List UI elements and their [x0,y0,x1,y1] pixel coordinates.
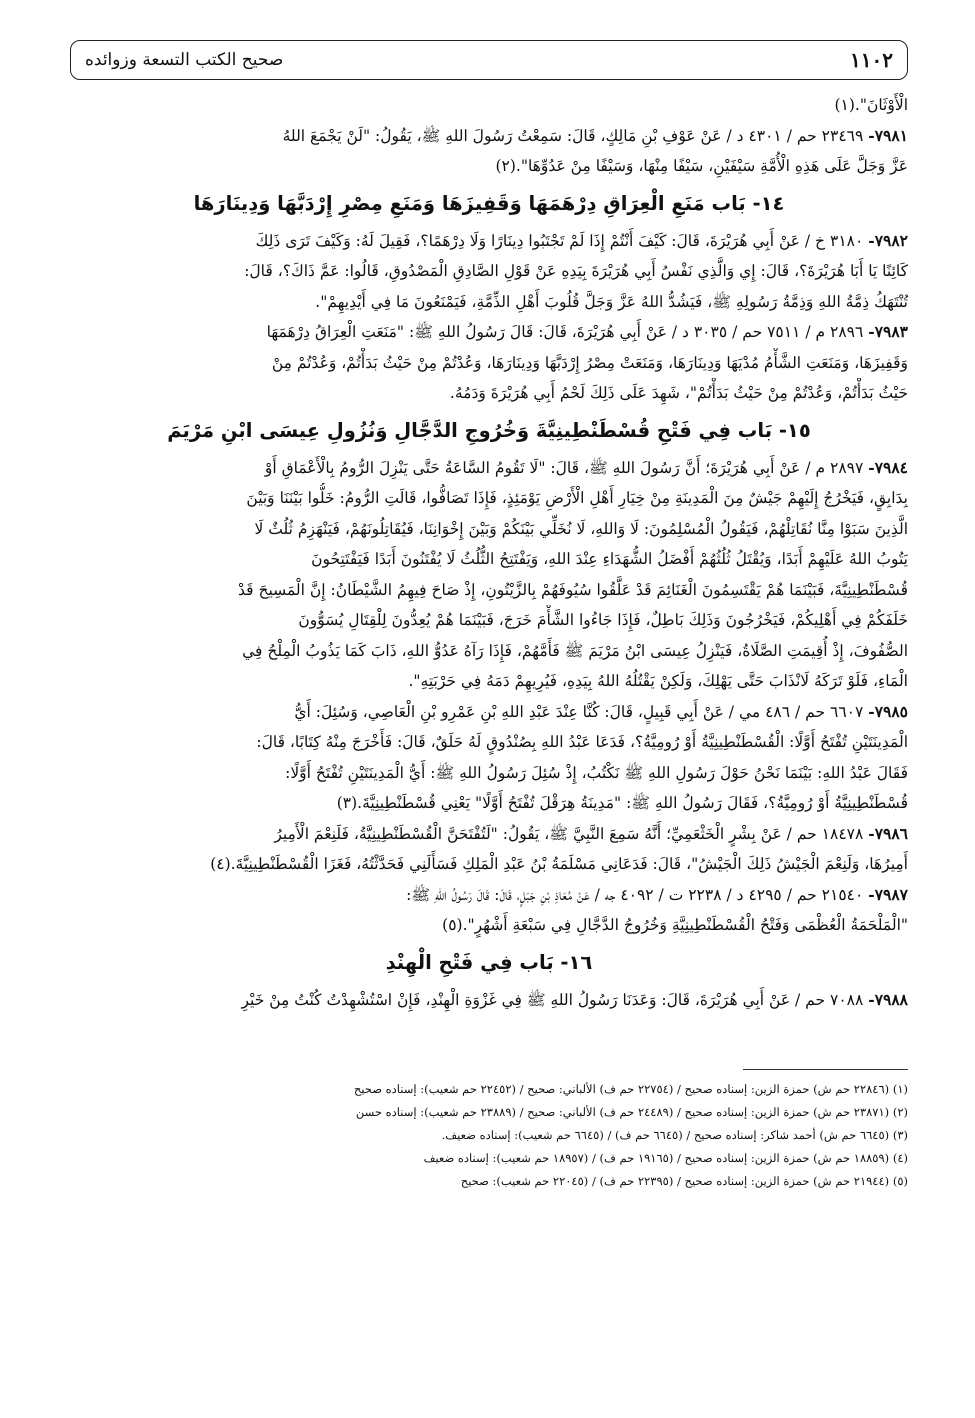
text-line [70,575,908,606]
text-line [70,605,908,636]
text-line [70,849,908,880]
text-line [70,378,908,409]
hadith-number: ٧٩٨٨- [868,989,908,1009]
hadith-line [70,453,908,484]
footnotes [70,1078,908,1193]
hadith-number: ٧٩٨٣- [868,322,908,341]
text-line [70,256,908,287]
hadith-number: ٧٩٨٤- [868,457,908,477]
line-text: الْأَوْثَانَ".(١) [834,96,908,114]
line-text: الْمَاءِ، فَلَوْ تَرَكَهُ لَانْذَابَ حَتَّى يَهْلِكَ، وَلَكِنْ يَقْتُلُهُ اللهُ بِيَدِهِ، فَيُرِيهِمْ دَمَهُ فِي حَرْبَتِهِ". [408,672,908,690]
line-text: حَيْثُ بَدَأْتُمْ، وَعُدْتُمْ مِنْ حَيْثُ بَدَأْتُمْ"، شَهِدَ عَلَى ذَلِكَ لَحْمُ أَبِي هُرَيْرَةَ وَدَمُهُ. [449,384,908,402]
line-text: فَقَالَ عَبْدُ اللهِ: بَيْنَمَا نَحْنُ حَوْلَ رَسُولِ اللهِ ﷺ نَكْتُبُ، إِذْ سُئِلَ رَسُولُ اللهِ ﷺ: أَيُّ الْمَدِينَتَيْنِ تُفْتَحُ أَوَّلًا: [285,763,908,782]
hadith-line [70,697,908,728]
hadith-line [70,226,908,257]
line-text: ٢٨٩٦ م / ٧٥١١ حم / ٣٠٣٥ د / عَنْ أَبِي هُرَيْرَةَ، قَالَ: قَالَ رَسُولُ اللهِ ﷺ: "مَنَعَتِ الْعِرَاقُ دِرْهَمَهَا [266,323,864,341]
line-text: "الْمَلْحَمَةُ الْعُظْمَى وَفَتْحُ الْقُسْطَنْطِينِيَّةِ وَخُرُوجُ الدَّجَّالِ فِي سَبْعَةِ أَشْهُرٍ".(٥) [442,916,908,934]
hadith-line [70,121,908,152]
text-line [70,666,908,697]
line-text: بِدَابِقٍ، فَيَخْرُجُ إِلَيْهِمْ جَيْشٌ مِنَ الْمَدِينَةِ مِنْ خِيَارِ أَهْلِ الْأَرْضِ يَوْمَئِذٍ، فَإِذَا تَصَافُّوا، قَالَتِ الرُّومُ: خَلُّوا بَيْنَنَا وَبَيْنَ [246,489,908,507]
text-line [70,544,908,575]
text-line [70,636,908,667]
footnote: (٥) (٢١٩٤٤ حم ش) حمزة الزين: إسناده صحيح / (٢٢٣٩٥ حم ف) / (٢٢٠٤٥ حم شعيب): صحيح [460,1174,908,1188]
line-text: ٣١٨٠ خ / عَنْ أَبِي هُرَيْرَةَ، قَالَ: كَيْفَ أَنْتُمْ إِذَا لَمْ تَجْتَبُوا دِينَارًا وَلَا دِرْهَمًا؟، فَقِيلَ لَهُ: وَكَيْفَ تَرَى ذَلِكَ [255,231,864,250]
line-text: تُنْتَهَكُ ذِمَّةُ اللهِ وَذِمَّةُ رَسُولِهِ ﷺ، فَيَشُدُّ اللهُ عَزَّ وَجَلَّ قُلُوبَ أَهْلِ الذِّمَّةِ، فَيَمْنَعُونَ مَا فِي أَيْدِيهِمْ". [315,292,908,311]
hadith-line [70,880,908,911]
chapter-heading: ١٤- بَاب مَنَعِ الْعِرَاقِ دِرْهَمَهَا وَقَفِيزَهَا وَمَنَعِ مِصْرِ إِرْدَبَّهَا وَدِينَارَهَا [193,191,785,215]
hadith-line [70,819,908,850]
line-text: ٦٦٠٧ حم / ٤٨٦ مي / عَنْ أَبِي قَبِيلٍ، قَالَ: كُنَّا عِنْدَ عَبْدِ اللهِ بْنِ عَمْرِو بْنِ الْعَاصِي، وَسُئِلَ: أَيُّ [294,702,864,721]
text-line [70,788,908,819]
line-text: ٢٨٩٧ م / عَنْ أَبِي هُرَيْرَةَ؛ أَنَّ رَسُولَ اللهِ ﷺ، قَالَ: "لَا تَقُومُ السَّاعَةُ حَتَّى يَنْزِلَ الرُّومُ بِالْأَعْمَاقِ أَوْ [264,458,864,477]
text-line [70,348,908,379]
hadith-line [70,317,908,348]
text-line [70,514,908,545]
main-text [70,90,908,1015]
page [70,40,908,1193]
hadith-number: ٧٩٨٥- [868,701,908,721]
text-line [70,910,908,941]
line-text: أَمِيرُهَا، وَلَنِعْمَ الْجَيْشُ ذَلِكَ الْجَيْشُ"، قَالَ: فَدَعَانِي مَسْلَمَةُ بْنُ عَبْدِ الْمَلِكِ فَسَأَلَنِي فَحَدَّثْتُهُ، فَغَزَا الْقُسْطَنْطِينِيَّةَ.(٤) [210,855,908,873]
line-text: ٧٠٨٨ حم / عَنْ أَبِي هُرَيْرَةَ، قَالَ: وَعَدَنَا رَسُولُ اللهِ ﷺ فِي غَزْوَةِ الْهِنْدِ، فَإِنْ اسْتُشْهِدْتُ كُنْتُ مِنْ خَيْرِ [241,990,864,1009]
chapter-heading: ١٦- بَاب فِي فَتْحِ الْهِنْدِ [385,950,593,974]
hadith-number: ٧٩٨١- [868,125,908,145]
line-text: ٢٣٤٦٩ حم / ٤٣٠١ د / عَنْ عَوْفِ بْنِ مَالِكٍ، قَالَ: سَمِعْتُ رَسُولَ اللهِ ﷺ، يَقُولُ: "لَنْ يَجْمَعَ اللهُ [282,126,864,145]
line-text: كَائِنًا يَا أَبَا هُرَيْرَةَ؟، قَالَ: إِي وَالَّذِي نَفْسُ أَبِي هُرَيْرَةَ بِيَدِهِ عَنْ قَوْلِ الصَّادِقِ الْمَصْدُوقِ، قَالُوا: عَمَّ ذَاكَ؟، قَالَ: [244,262,908,280]
page-header [70,40,908,80]
footnote-divider [743,1069,908,1070]
hadith-number: ٧٩٨٧- [868,884,908,904]
line-text: ٢١٥٤٠ حم / ٤٢٩٥ د / ٢٢٣٨ ت / ٤٠٩٢ جه / عَنْ مُعَاذِ بْنِ جَبَلٍ، قَالَ: قَالَ رَسُولُ اللهِ ﷺ: [406,885,864,904]
text-line [70,483,908,514]
chapter-heading: ١٥- بَاب فِي فَتْحِ قُسْطَنْطِينِيَّةَ وَخُرُوجِ الدَّجَّالِ وَنُزُولِ عِيسَى ابْنِ مَرْيَمَ [167,418,811,442]
footnote: (٢) (٢٣٨٧١ حم ش) حمزة الزين: إسناده صحيح / (٢٤٤٨٩ حم ف) الألباني: صحيح / (٢٣٨٨٩ حم شعيب): إسناده حسن [355,1105,908,1119]
line-text: عَزَّ وَجَلَّ عَلَى هَذِهِ الْأُمَّةِ سَيْفَيْنِ، سَيْفًا مِنْهَا، وَسَيْفًا مِنْ عَدُوِّهَا".(٢) [495,157,908,175]
text-line [70,758,908,789]
page-number: ١١٠٢ [850,48,893,72]
line-text: الْمَدِينَتَيْنِ تُفْتَحُ أَوَّلًا: الْقُسْطَنْطِينِيَّةُ أَوْ رُومِيَّةُ؟، فَدَعَا عَبْدُ اللهِ بِصُنْدُوقٍ لَهُ حَلَقٌ، قَالَ: فَأَخْرَجَ مِنْهُ كِتَابًا، قَالَ: [256,733,908,751]
footnote: (٤) (١٨٨٥٩ حم ش) حمزة الزين: إسناده صحيح / (١٩١٦٥ حم ف) / (١٨٩٥٧ حم شعيب): إسناده ضعيف [423,1151,908,1165]
book-title: صحيح الكتب التسعة وزوائده [85,50,284,70]
text-line [70,727,908,758]
hadith-number: ٧٩٨٦- [868,823,908,843]
line-text: ١٨٤٧٨ حم / عَنْ بِشْرٍ الْخَثْعَمِيِّ؛ أَنَّهُ سَمِعَ النَّبِيَّ ﷺ، يَقُولُ: "لَتُفْتَحَنَّ الْقُسْطَنْطِينِيَّةُ، فَلَنِعْمَ الْأَمِيرُ [274,824,864,843]
footnote: (٣) (٦٦٤٥ حم ش) أحمد شاكر: إسناده صحيح / (٦٦٤٥ حم ف) / (٦٦٤٥ حم شعيب): إسناده ضعيف. [441,1128,908,1142]
line-text: الصُّفُوفَ، إِذْ أُقِيمَتِ الصَّلَاةُ، فَيَنْزِلُ عِيسَى ابْنُ مَرْيَمَ ﷺ فَأَمَّهُمْ، فَإِذَا رَآهُ عَدُوُّ اللهِ، ذَابَ كَمَا يَذُوبُ الْمِلْحُ فِي [242,641,908,660]
line-text: قُسْطَنْطِينِيَّةُ أَوْ رُومِيَّةُ؟، فَقَالَ رَسُولُ اللهِ ﷺ: "مَدِينَةُ هِرَقْلَ تُفْتَحُ أَوَّلًا" يَعْنِي قُسْطَنْطِينِيَّةَ.(٣) [336,794,908,812]
footnote: (١) (٢٢٨٤٦ حم ش) حمزة الزين: إسناده صحيح / (٢٢٧٥٤ حم ف) الألباني: صحيح / (٢٢٤٥٢ حم شعيب): إسناده صحيح [353,1082,908,1096]
line-text: خَلَفَكُمْ فِي أَهْلِيكُمْ، فَيَخْرُجُونَ وَذَلِكَ بَاطِلٌ، فَإِذَا جَاءُوا الشَّأْمَ خَرَجَ، فَبَيْنَمَا هُمْ يُعِدُّونَ لِلْقِتَالِ يُسَوُّونَ [298,611,908,629]
line-text: الَّذِينَ سَبَوْا مِنَّا نُقَاتِلْهُمْ، فَيَقُولُ الْمُسْلِمُونَ: لَا وَاللهِ، لَا نُخَلِّي بَيْنَكُمْ وَبَيْنَ إِخْوَانِنَا، فَيُقَاتِلُونَهُمْ، فَيَنْهَزِمُ ثُلُثٌ لَا [254,519,908,538]
text-line [70,151,908,182]
line-text: يَتُوبُ اللهُ عَلَيْهِمْ أَبَدًا، وَيُقْتَلُ ثُلُثُهُمْ أَفْضَلُ الشُّهَدَاءِ عِنْدَ اللهِ، وَيَفْتَتِحُ الثُّلُثُ لَا يُفْتَنُونَ أَبَدًا فَيَفْتَتِحُونَ [311,550,908,568]
hadith-number: ٧٩٨٢- [868,230,908,250]
line-text: قُسْطَنْطِينِيَّةَ، فَبَيْنَمَا هُمْ يَقْتَسِمُونَ الْغَنَائِمَ قَدْ عَلَّقُوا سُيُوفَهُمْ بِالزَّيْتُونِ، إِذْ صَاحَ فِيهِمُ الشَّيْطَانُ: إِنَّ الْمَسِيحَ قَدْ [237,580,908,599]
hadith-line [70,985,908,1016]
line-text: وَقَفِيزَهَا، وَمَنَعَتِ الشَّأْمُ مُدْيَهَا وَدِينَارَهَا، وَمَنَعَتْ مِصْرُ إِرْدَبَّهَا وَدِينَارَهَا، وَعُدْتُمْ مِنْ حَيْثُ بَدَأْتُمْ، وَعُدْتُمْ مِنْ [271,353,908,372]
text-line [70,90,908,121]
text-line [70,287,908,318]
